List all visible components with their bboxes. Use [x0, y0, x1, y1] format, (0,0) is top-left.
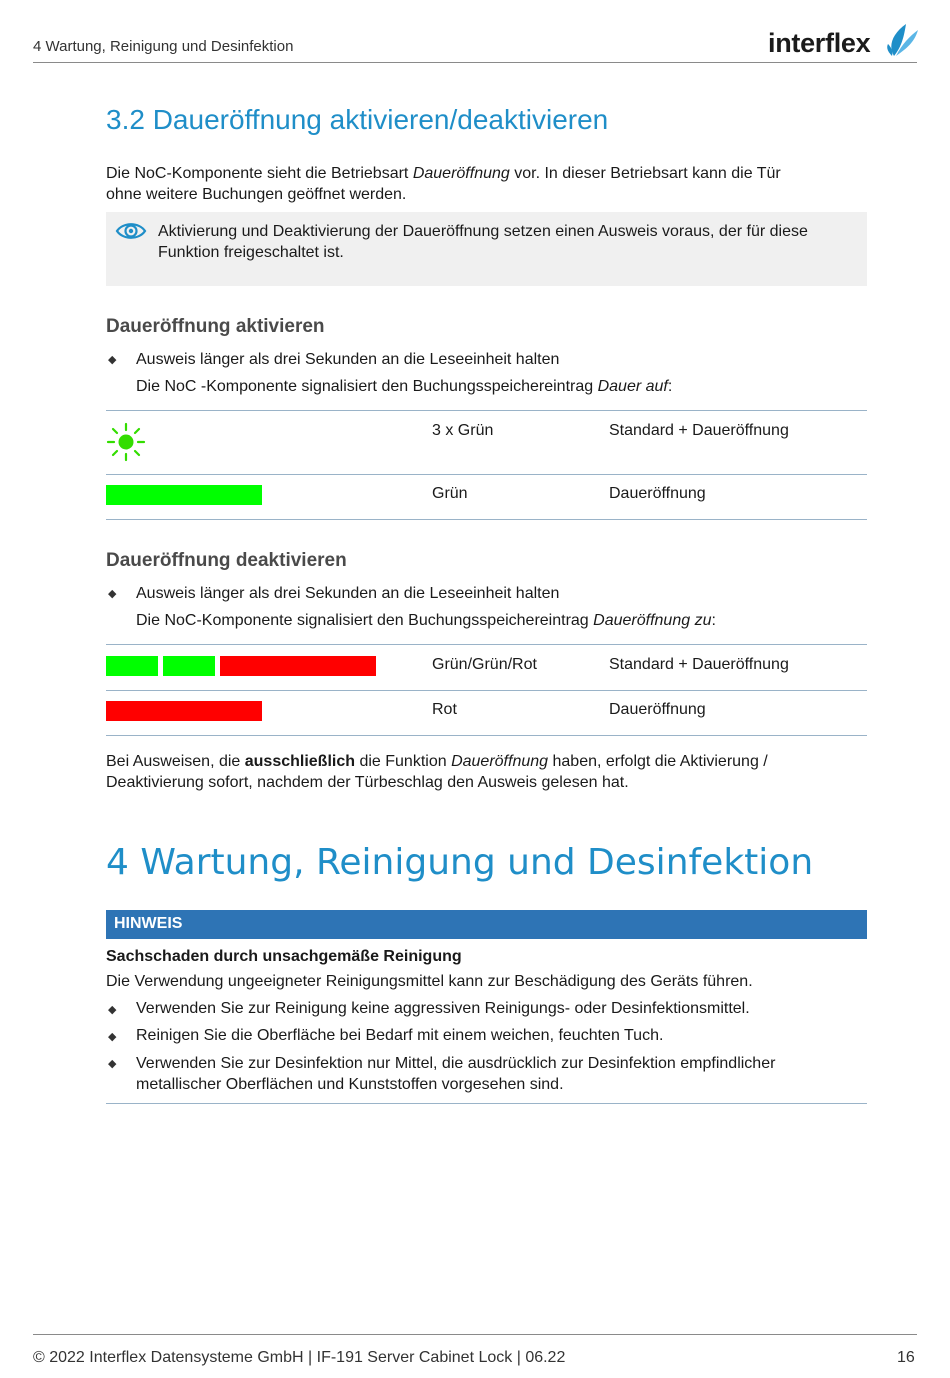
- table-rule: [106, 474, 867, 475]
- table-cell-signal: 3 x Grün: [432, 422, 494, 439]
- notice-label: HINWEIS: [114, 915, 183, 932]
- red-led-bar: [220, 656, 376, 676]
- red-led-bar: [106, 701, 262, 721]
- notice-text: Die Verwendung ungeeigneter Reinigungsmittel kann zur Beschädigung des Geräts führen.: [106, 973, 753, 990]
- notice-end-rule: [106, 1103, 867, 1104]
- table-cell-meaning: Standard + Daueröffnung: [609, 656, 789, 673]
- notice-bullet: [136, 1053, 867, 1095]
- closing-text-3: haben, erfolgt die Aktivierung /: [548, 753, 768, 770]
- activate-signal-prefix: Die NoC -Komponente signalisiert den Buchungsspeichereintrag: [136, 378, 598, 395]
- page-number: 16: [897, 1349, 915, 1366]
- interflex-logo: [768, 20, 918, 60]
- activate-signal-text: [136, 376, 672, 397]
- green-led-bar: [106, 485, 262, 505]
- table-cell-signal: Rot: [432, 701, 457, 718]
- subheading-activate: Daueröffnung aktivieren: [106, 316, 325, 337]
- intro-italic: Daueröffnung: [412, 165, 510, 182]
- diamond-bullet-icon: ◆: [108, 588, 117, 600]
- closing-italic: Daueröffnung: [451, 753, 549, 770]
- table-cell-meaning: Daueröffnung: [609, 701, 706, 718]
- intro-text: Die NoC-Komponente sieht die Betriebsart: [106, 165, 413, 182]
- info-note-box: [106, 212, 867, 286]
- logo-text: interflex: [768, 28, 871, 58]
- notice-bullet-3-line-2: metallischer Oberflächen und Kunststoffen vorgesehen sind.: [136, 1076, 564, 1093]
- table-cell-signal: Grün: [432, 485, 468, 502]
- intro-text-2: vor. In dieser Betriebsart kann die Tür: [509, 165, 781, 182]
- footer-copyright: © 2022 Interflex Datensysteme GmbH | IF-191 Server Cabinet Lock | 06.22: [33, 1349, 566, 1366]
- activate-signal-suffix: :: [667, 378, 673, 395]
- blinking-green-sun-icon: [106, 422, 146, 462]
- green-led-bar: [163, 656, 215, 676]
- closing-text-4: Deaktivierung sofort, nachdem der Türbeschlag den Ausweis gelesen hat.: [106, 774, 629, 791]
- closing-paragraph: [106, 751, 867, 793]
- diamond-bullet-icon: ◆: [108, 354, 117, 366]
- table-rule: [106, 519, 867, 520]
- deactivate-signal-italic: Daueröffnung zu: [593, 612, 712, 629]
- table-cell-meaning: Standard + Daueröffnung: [609, 422, 789, 439]
- activate-signal-italic: Dauer auf: [597, 378, 668, 395]
- notice-bullet: Verwenden Sie zur Reinigung keine aggressiven Reinigungs- oder Desinfektionsmittel.: [136, 1000, 750, 1017]
- header-divider: [33, 62, 917, 63]
- notice-bar: [106, 910, 867, 939]
- chapter-heading-4: 4 Wartung, Reinigung und Desinfektion: [106, 842, 814, 883]
- deactivate-signal-prefix: Die NoC-Komponente signalisiert den Buchungsspeichereintrag: [136, 612, 594, 629]
- diamond-bullet-icon: ◆: [108, 1031, 117, 1043]
- intro-text-3: ohne weitere Buchungen geöffnet werden.: [106, 186, 407, 203]
- green-led-bar: [106, 656, 158, 676]
- activate-bullet-text: Ausweis länger als drei Sekunden an die Leseeinheit halten: [136, 351, 560, 368]
- note-text: [158, 221, 863, 263]
- deactivate-bullet-text: Ausweis länger als drei Sekunden an die Leseeinheit halten: [136, 585, 560, 602]
- table-rule: [106, 410, 867, 411]
- closing-text-2: die Funktion: [355, 753, 452, 770]
- table-cell-meaning: Daueröffnung: [609, 485, 706, 502]
- diamond-bullet-icon: ◆: [108, 1058, 117, 1070]
- subheading-deactivate: Daueröffnung deaktivieren: [106, 550, 347, 571]
- intro-paragraph: [106, 163, 867, 205]
- table-rule: [106, 690, 867, 691]
- running-header-title: 4 Wartung, Reinigung und Desinfektion: [33, 38, 294, 55]
- butterfly-icon: [884, 16, 920, 60]
- notice-bullet-3-line-1: Verwenden Sie zur Desinfektion nur Mittel, die ausdrücklich zur Desinfektion empfindlicher: [136, 1055, 776, 1072]
- closing-bold: ausschließlich: [244, 753, 356, 770]
- diamond-bullet-icon: ◆: [108, 1004, 117, 1016]
- table-cell-signal: Grün/Grün/Rot: [432, 656, 537, 673]
- footer-divider: [33, 1334, 917, 1335]
- closing-text-1: Bei Ausweisen, die: [106, 753, 245, 770]
- notice-title: Sachschaden durch unsachgemäße Reinigung: [106, 948, 462, 965]
- note-line-1: Aktivierung und Deaktivierung der Daueröffnung setzen einen Ausweis voraus, der für diese: [158, 223, 808, 240]
- table-rule: [106, 735, 867, 736]
- eye-icon: [115, 220, 147, 242]
- section-heading-3-2: 3.2 Daueröffnung aktivieren/deaktivieren: [106, 104, 609, 135]
- note-line-2: Funktion freigeschaltet ist.: [158, 244, 344, 261]
- table-rule: [106, 644, 867, 645]
- deactivate-signal-text: [136, 610, 716, 631]
- deactivate-signal-suffix: :: [711, 612, 716, 629]
- notice-bullet: Reinigen Sie die Oberfläche bei Bedarf mit einem weichen, feuchten Tuch.: [136, 1027, 664, 1044]
